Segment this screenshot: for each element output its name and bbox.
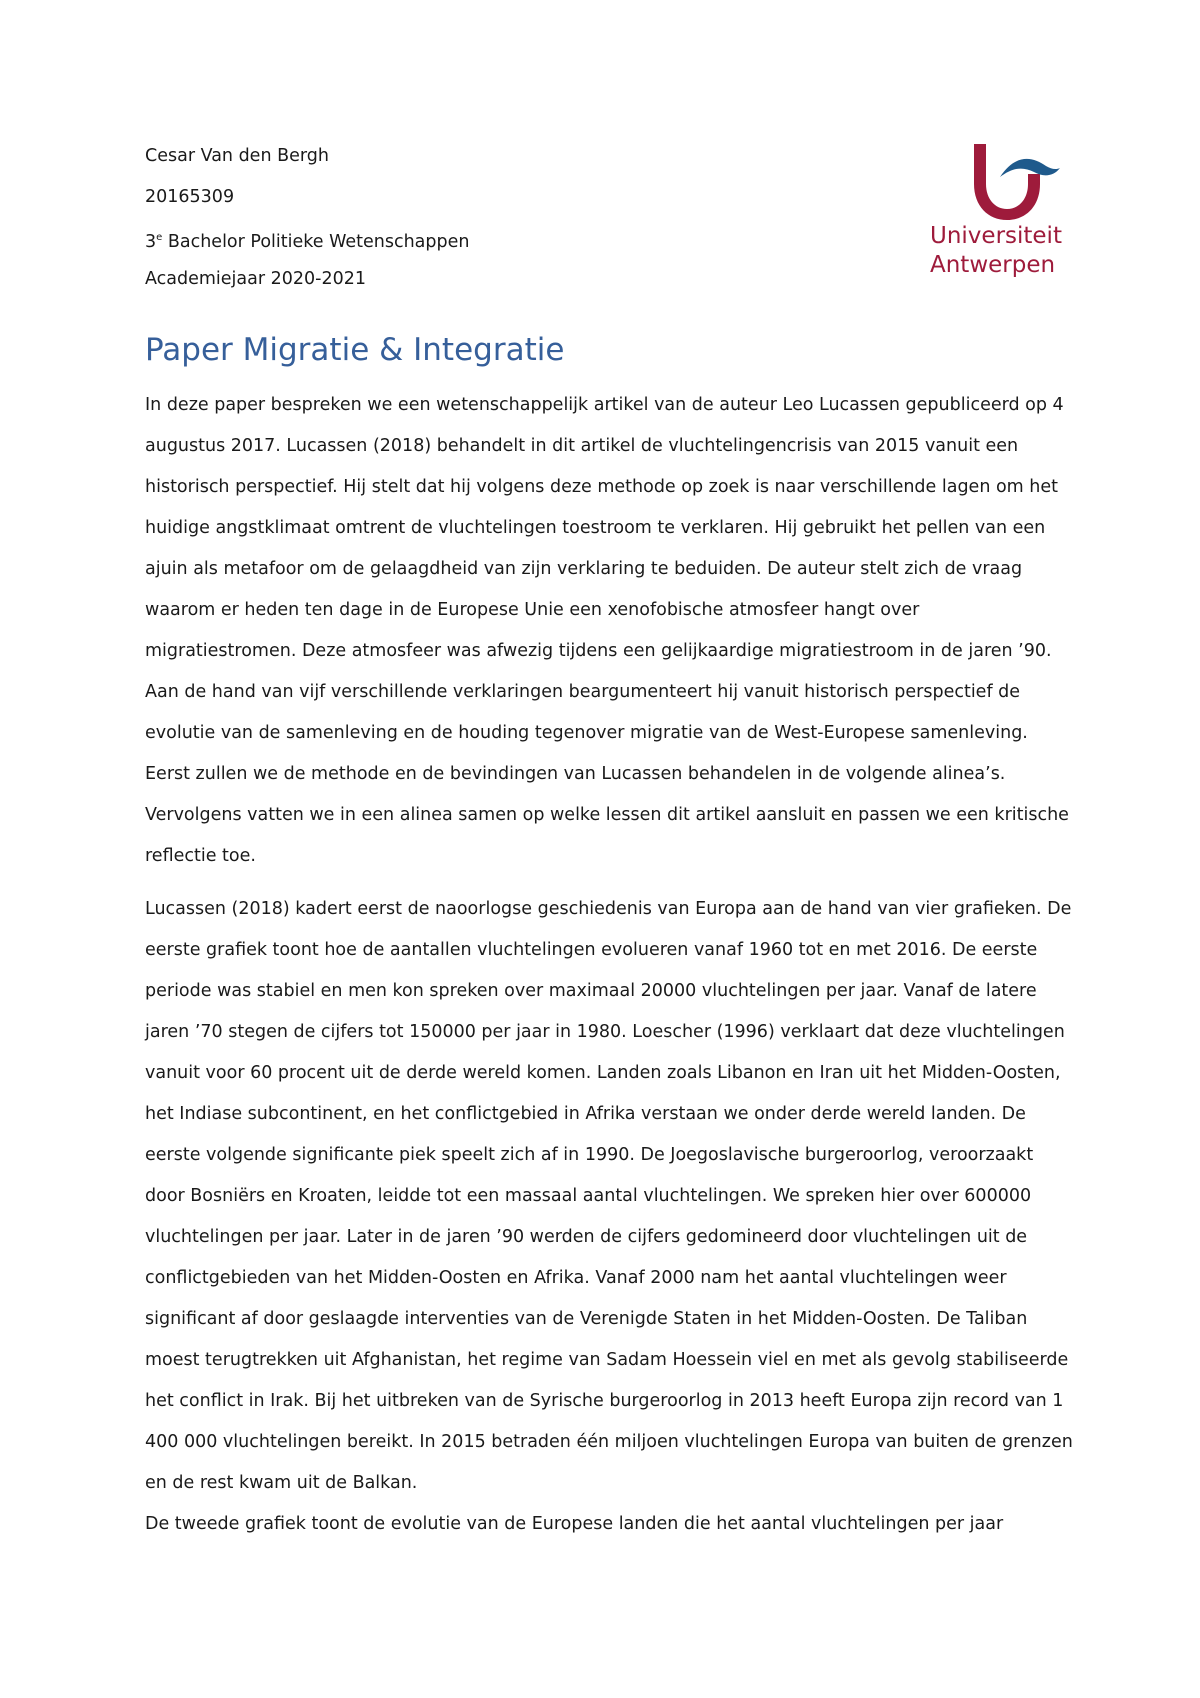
author-block xyxy=(145,144,469,308)
paragraph-intro: In deze paper bespreken we een wetenschappelijk artikel van de auteur Leo Lucassen gepubliceerd op 4 augustus 2017. Lucassen (2018) behandelt in dit artikel de vluchtelingencrisis van 2015 vanuit een historisch perspectief. Hij stelt dat hij volgens deze methode op zoek is naar verschillende lagen om het huidige angstklimaat omtrent de vluchtelingen toestroom te verklaren. Hij gebruikt het pellen van een ajuin als metafoor om de gelaagdheid van zijn verklaring te beduiden. De auteur stelt zich de vraag waarom er heden ten dage in de Europese Unie een xenofobische atmosfeer hangt over migratiestromen. Deze atmosfeer was afwezig tijdens een gelijkaardige migratiestroom in de jaren ’90. Aan de hand van vijf verschillende verklaringen beargumenteert hij vanuit historisch perspectief de evolutie van de samenleving en de houding tegenover migratie van de West-Europese samenleving. Eerst zullen we de methode en de bevindingen van Lucassen behandelen in de volgende alinea’s. Vervolgens vatten we in een alinea samen op welke lessen dit artikel aansluit en passen we een kritische reflectie toe. xyxy=(145,395,1069,866)
paper-title: Paper Migratie & Integratie xyxy=(145,332,565,368)
author-name: Cesar Van den Bergh xyxy=(145,146,329,166)
year-number: 3 xyxy=(145,231,157,252)
study-program xyxy=(145,226,469,267)
university-name-line2: Antwerpen xyxy=(930,252,1056,278)
university-logo xyxy=(930,144,1065,280)
academic-year: Academiejaar 2020-2021 xyxy=(145,269,367,289)
university-name xyxy=(930,222,1065,280)
university-name-line1: Universiteit xyxy=(930,223,1062,249)
university-emblem-icon xyxy=(960,144,1060,222)
student-number: 20165309 xyxy=(145,187,235,207)
year-suffix: e xyxy=(156,232,163,243)
document-body xyxy=(145,385,1075,1545)
program-name: Bachelor Politieke Wetenschappen xyxy=(162,231,470,252)
paragraph-history: Lucassen (2018) kadert eerst de naoorlogse geschiedenis van Europa aan de hand van vier grafieken. De eerste grafiek toont hoe de aantallen vluchtelingen evolueren vanaf 1960 tot en met 2016. De eerste periode was stabiel en men kon spreken over maximaal 20000 vluchtelingen per jaar. Vanaf de latere jaren ’70 stegen de cijfers tot 150000 per jaar in 1980. Loescher (1996) verklaart dat deze vluchtelingen vanuit voor 60 procent uit de derde wereld komen. Landen zoals Libanon en Iran uit het Midden-Oosten, het Indiase subcontinent, en het conflictgebied in Afrika verstaan we onder derde wereld landen. De eerste volgende significante piek speelt zich af in 1990. De Joegoslavische burgeroorlog, veroorzaakt door Bosniërs en Kroaten, leidde tot een massaal aantal vluchtelingen. We spreken hier over 600000 vluchtelingen per jaar. Later in de jaren ’90 werden de cijfers gedomineerd door vluchtelingen uit de conflictgebieden van het Midden-Oosten en Afrika. Vanaf 2000 nam het aantal vluchtelingen weer significant af door geslaagde interventies van de Verenigde Staten in het Midden-Oosten. De Taliban moest terugtrekken uit Afghanistan, het regime van Sadam Hoessein viel en met als gevolg stabiliseerde het conflict in Irak. Bij het uitbreken van de Syrische burgeroorlog in 2013 heeft Europa zijn record van 1 400 000 vluchtelingen bereikt. In 2015 betraden één miljoen vluchtelingen Europa van buiten de grenzen en de rest kwam uit de Balkan. xyxy=(145,899,1073,1493)
paragraph-second-graph: De tweede grafiek toont de evolutie van de Europese landen die het aantal vluchtelingen per jaar xyxy=(145,1514,1004,1534)
